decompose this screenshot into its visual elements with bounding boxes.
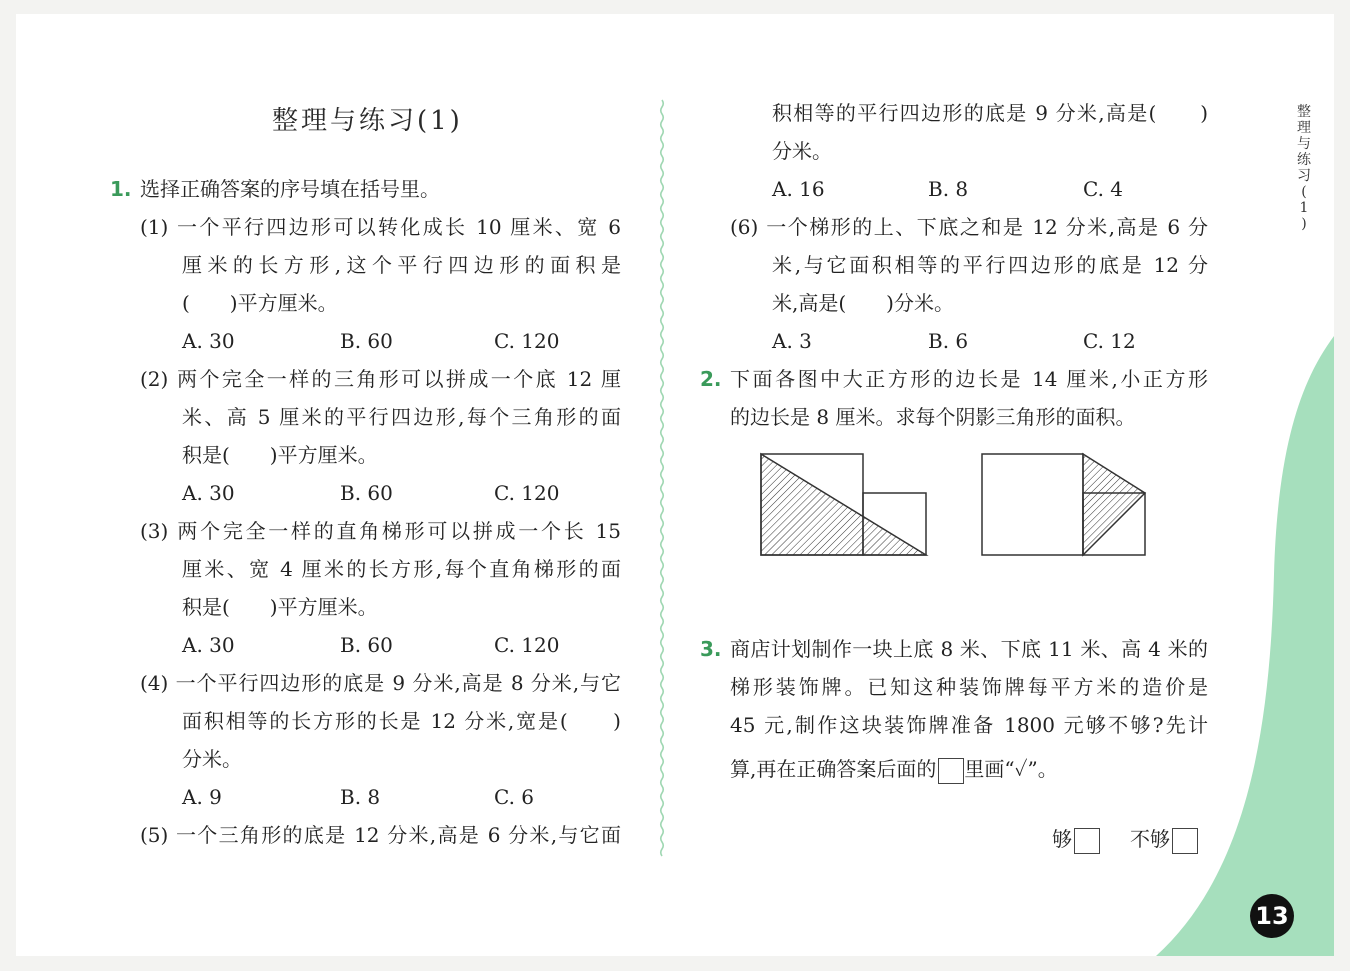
answer-enough-checkbox[interactable] <box>1074 828 1100 854</box>
q1-3-line2: 厘米、宽 4 厘米的长方形,每个直角梯形的面 <box>182 557 621 581</box>
q1-3-option-b: B. 60 <box>340 633 393 657</box>
answer-not-enough-label: 不够 <box>1130 827 1170 851</box>
inline-checkbox-sample <box>938 758 964 784</box>
q1-2-line2: 米、高 5 厘米的平行四边形,每个三角形的面 <box>182 405 621 429</box>
q3-line2: 梯形装饰牌。已知这种装饰牌每平方米的造价是 <box>730 675 1208 699</box>
q1-2-option-b: B. 60 <box>340 481 393 505</box>
q1-5-line2: 积相等的平行四边形的底是 9 分米,高是( ) <box>772 101 1208 125</box>
q1-1-line2: 厘米的长方形,这个平行四边形的面积是 <box>182 253 621 277</box>
q1-5-option-b: B. 8 <box>928 177 969 201</box>
q1-1-line1: (1) 一个平行四边形可以转化成长 10 厘米、宽 6 <box>140 215 621 239</box>
q1-5-line1: (5) 一个三角形的底是 12 分米,高是 6 分米,与它面 <box>140 823 621 847</box>
q1-3-option-c: C. 120 <box>494 633 560 657</box>
figure-1-shaded-triangle <box>756 450 931 560</box>
q1-5-option-c: C. 4 <box>1083 177 1124 201</box>
q2-line2: 的边长是 8 厘米。求每个阴影三角形的面积。 <box>730 405 1136 429</box>
answer-enough <box>1052 827 1100 854</box>
q1-3-line1: (3) 两个完全一样的直角梯形可以拼成一个长 15 <box>140 519 621 543</box>
q1-1-option-a: A. 30 <box>182 329 235 353</box>
q3-line4-part1: 算,再在正确答案后面的 <box>730 757 937 781</box>
q3-line3: 45 元,制作这块装饰牌准备 1800 元够不够?先计 <box>730 713 1208 737</box>
q1-1-option-b: B. 60 <box>340 329 393 353</box>
q3-line1: 商店计划制作一块上底 8 米、下底 11 米、高 4 米的 <box>730 637 1208 661</box>
q1-4-line3: 分米。 <box>182 747 242 771</box>
q1-2-option-a: A. 30 <box>182 481 235 505</box>
q1-2-line1: (2) 两个完全一样的三角形可以拼成一个底 12 厘 <box>140 367 621 391</box>
q2-number: 2. <box>700 367 722 391</box>
q1-3-option-a: A. 30 <box>182 633 235 657</box>
q1-1-option-c: C. 120 <box>494 329 560 353</box>
q1-2-option-c: C. 120 <box>494 481 560 505</box>
q3-line4 <box>730 757 1058 784</box>
answer-not-enough <box>1130 827 1198 854</box>
q1-1-line3: ( )平方厘米。 <box>182 291 338 315</box>
q1-number: 1. <box>110 177 132 201</box>
q2-line1: 下面各图中大正方形的边长是 14 厘米,小正方形 <box>730 367 1208 391</box>
q3-line4-part2: 里画“✓”。 <box>964 757 1058 781</box>
q1-6-line3: 米,高是( )分米。 <box>772 291 954 315</box>
q1-6-line2: 米,与它面积相等的平行四边形的底是 12 分 <box>772 253 1208 277</box>
q1-4-line1: (4) 一个平行四边形的底是 9 分米,高是 8 分米,与它 <box>140 671 621 695</box>
q1-4-option-a: A. 9 <box>182 785 222 809</box>
answer-enough-label: 够 <box>1052 827 1072 851</box>
q1-4-line2: 面积相等的长方形的长是 12 分米,宽是( ) <box>182 709 621 733</box>
answer-not-enough-checkbox[interactable] <box>1172 828 1198 854</box>
q1-4-option-c: C. 6 <box>494 785 535 809</box>
q1-5-line3: 分米。 <box>772 139 832 163</box>
q1-5-option-a: A. 16 <box>772 177 825 201</box>
q1-stem: 选择正确答案的序号填在括号里。 <box>140 177 440 201</box>
q1-6-option-c: C. 12 <box>1083 329 1136 353</box>
q1-2-line3: 积是( )平方厘米。 <box>182 443 378 467</box>
q3-number: 3. <box>700 637 722 661</box>
q1-6-line1: (6) 一个梯形的上、下底之和是 12 分米,高是 6 分 <box>730 215 1208 239</box>
q1-3-line3: 积是( )平方厘米。 <box>182 595 378 619</box>
figure-2-shaded-triangle <box>978 450 1153 560</box>
q1-4-option-b: B. 8 <box>340 785 381 809</box>
workbook-page <box>16 14 1334 956</box>
page-number: 13 <box>1250 894 1294 938</box>
page-title: 整理与练习(1) <box>272 106 463 136</box>
q1-6-option-a: A. 3 <box>772 329 812 353</box>
side-section-title: 整 理 与 练 习 ( 1 ) <box>1297 104 1311 232</box>
q1-6-option-b: B. 6 <box>928 329 969 353</box>
